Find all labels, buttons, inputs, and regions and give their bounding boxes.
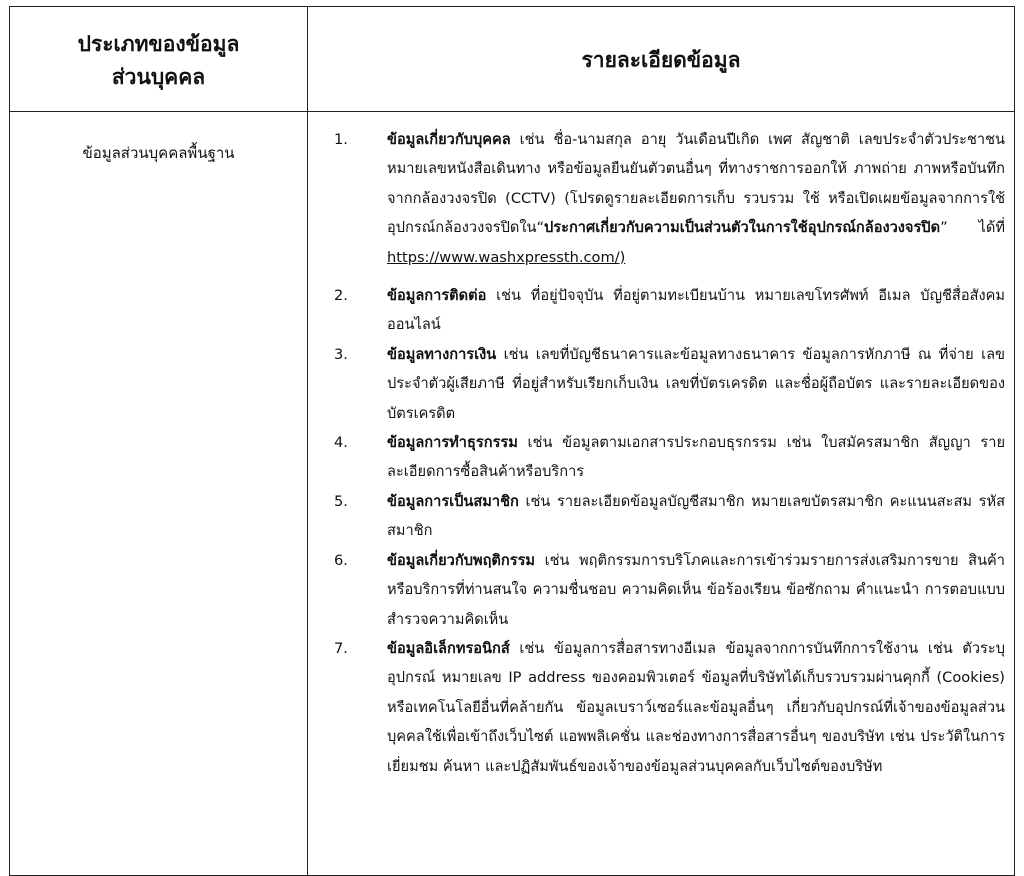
item-label: ข้อมูลการทำธุรกรรม: [387, 434, 518, 452]
header-divider: [9, 111, 1015, 112]
item-number: 2.: [334, 287, 348, 305]
header-data-detail: รายละเอียดข้อมูล: [581, 48, 741, 72]
column-divider: [307, 6, 308, 876]
item-text: เช่น รายละเอียดข้อมูลบัญชีสมาชิก หมายเลขบัตรสมาชิก คะแนนสะสม รหัสสมาชิก: [387, 492, 1005, 540]
item-text-after-notice: ” ได้ที่: [940, 219, 1005, 237]
list-item: [330, 281, 1005, 340]
category-label: ข้อมูลส่วนบุคคลพื้นฐาน: [82, 144, 235, 162]
item-text: เช่น พฤติกรรมการบริโภคและการเข้าร่วมรายการส่งเสริมการขาย สินค้าหรือบริการที่ท่านสนใจ ความชื่นชอบ ความคิดเห็น ข้อร้องเรียน ข้อซักถาม คำแนะนำ การตอบแบบสำรวจความคิดเห็น: [387, 551, 1005, 628]
cctv-notice-title: ประกาศเกี่ยวกับความเป็นส่วนตัวในการใช้อุปกรณ์กล้องวงจรปิด: [544, 219, 941, 237]
item-text: เช่น ข้อมูลการสื่อสารทางอีเมล ข้อมูลจากการบันทึกการใช้งาน เช่น ตัวระบุอุปกรณ์ หมายเลข IP address ของคอมพิวเตอร์ ข้อมูลที่บริษัทได้เก็บรวบรวมผ่านคุกกี้ (Cookies) หรือเทคโนโลยีอื่นที่คล้ายกัน ข้อมูลเบราว์เซอร์และข้อมูลอื่นๆ เกี่ยวกับอุปกรณ์ที่เจ้าของข้อมูลส่วนบุคคลใช้เพื่อเข้าถึงเว็บไซต์ แอพพลิเคชั่น และช่องทางการสื่อสารอื่นๆ ของบริษัท เช่น ประวัติในการเยี่ยมชม ค้นหา และปฏิสัมพันธ์ของเจ้าของข้อมูลส่วนบุคคลกับเว็บไซต์ของบริษัท: [387, 639, 1005, 775]
item-number: 7.: [334, 639, 348, 657]
list-item: [330, 546, 1005, 634]
website-link[interactable]: https://www.washxpressth.com/): [387, 248, 626, 266]
header-data-type-line-2: ส่วนบุคคล: [111, 65, 206, 89]
list-item: [330, 340, 1005, 428]
item-label: ข้อมูลเกี่ยวกับบุคคล: [387, 131, 511, 148]
item-label: ข้อมูลการเป็นสมาชิก: [387, 492, 519, 510]
list-item: [330, 125, 1005, 272]
list-item: [330, 634, 1005, 781]
item-label: ข้อมูลทางการเงิน: [387, 345, 497, 363]
list-item: [330, 487, 1005, 546]
item-label: ข้อมูลอิเล็กทรอนิกส์: [387, 639, 510, 657]
item-text: เช่น ชื่อ-นามสกุล อายุ วันเดือนปีเกิด เพศ สัญชาติ เลขประจำตัวประชาชน หมายเลขหนังสือเดินทาง หรือข้อมูลยืนยันตัวตนอื่นๆ ที่ทางราชการออกให้ ภาพถ่าย ภาพหรือบันทึกจากกล้องวงจรปิด (CCTV) (โปรดดูรายละเอียดการเก็บ รวบรวม ใช้ หรือเปิดเผยข้อมูลจากการใช้อุปกรณ์กล้องวงจรปิดใน“: [387, 131, 1005, 237]
item-number: 3.: [334, 345, 348, 363]
header-data-type: [10, 28, 307, 94]
item-number: 4.: [334, 434, 348, 452]
item-number: 1.: [334, 131, 348, 148]
item-text: เช่น ข้อมูลตามเอกสารประกอบธุรกรรม เช่น ใบสมัครสมาชิก สัญญา รายละเอียดการซื้อสินค้าหรือบริการ: [387, 434, 1005, 481]
item-label: ข้อมูลการติดต่อ: [387, 287, 487, 305]
item-text: เช่น เลขที่บัญชีธนาคารและข้อมูลทางธนาคาร ข้อมูลการหักภาษี ณ ที่จ่าย เลขประจำตัวผู้เสียภาษี ที่อยู่สำหรับเรียกเก็บเงิน เลขที่บัตรเครดิต และชื่อผู้ถือบัตร และรายละเอียดของบัตรเครดิต: [387, 345, 1005, 422]
item-number: 5.: [334, 492, 348, 510]
item-text: เช่น ที่อยู่ปัจจุบัน ที่อยู่ตามทะเบียนบ้าน หมายเลขโทรศัพท์ อีเมล บัญชีสื่อสังคมออนไลน์: [387, 287, 1005, 334]
item-label: ข้อมูลเกี่ยวกับพฤติกรรม: [387, 551, 536, 569]
header-data-type-line-1: ประเภทของข้อมูล: [77, 32, 240, 56]
list-item: [330, 428, 1005, 487]
item-number: 6.: [334, 551, 348, 569]
detail-list: [330, 125, 1005, 781]
